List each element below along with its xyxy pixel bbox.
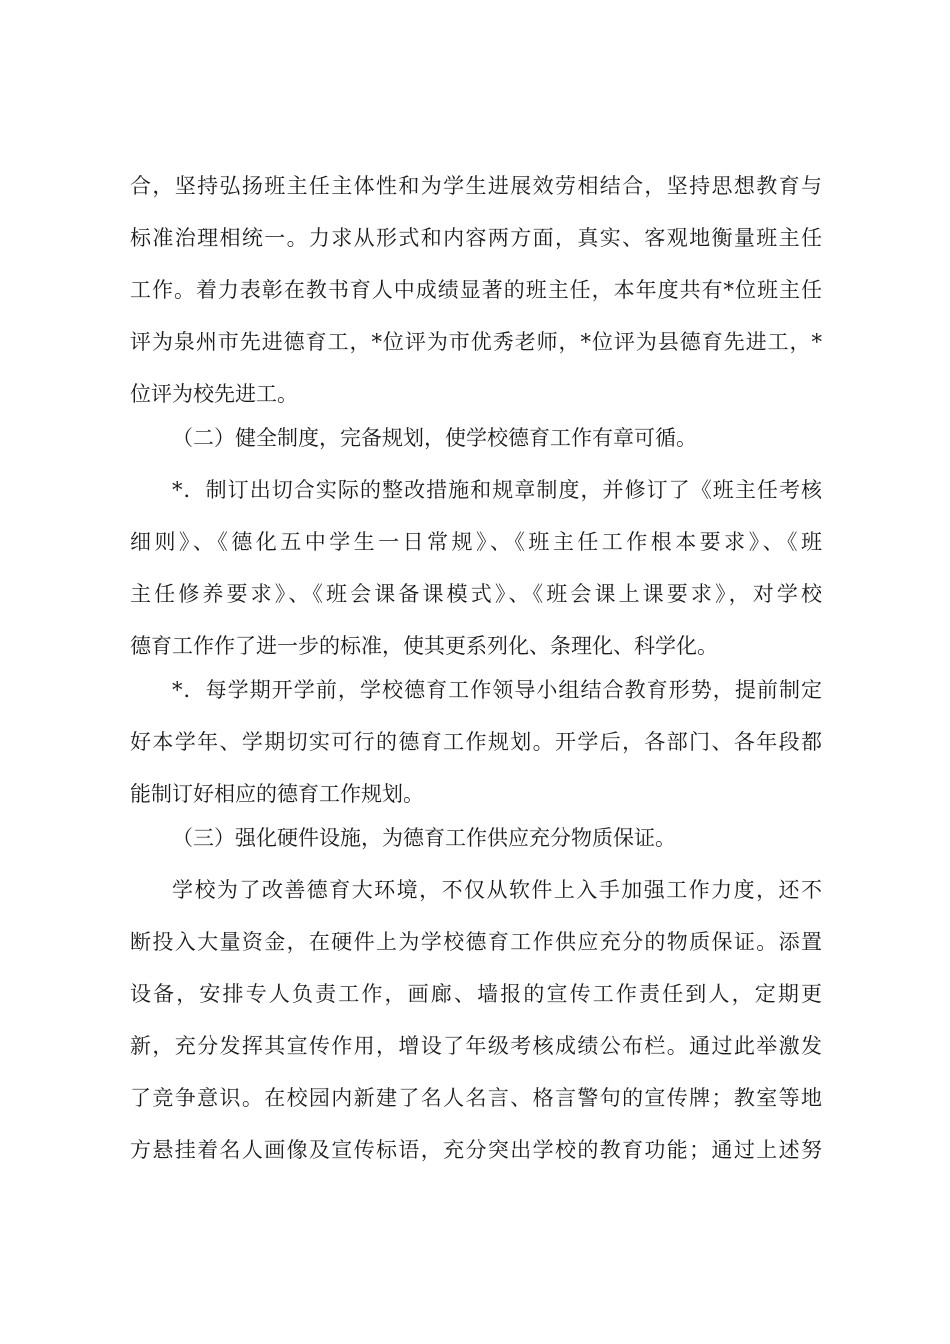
- text-line: *．制订出切合实际的整改措施和规章制度，并修订了《班主任考核: [172, 478, 822, 502]
- text-line: 了竞争意识。在校园内新建了名人名言、格言警句的宣传牌；教室等地: [130, 1086, 822, 1110]
- text-line: 能制订好相应的德育工作规划。: [130, 782, 424, 806]
- text-line: 评为泉州市先进德育工，*位评为市优秀老师，*位评为县德育先进工，*: [130, 330, 822, 354]
- text-line: 方悬挂着名人画像及宣传标语，充分突出学校的教育功能；通过上述努: [130, 1138, 822, 1162]
- text-line: 标准治理相统一。力求从形式和内容两方面，真实、客观地衡量班主任: [130, 226, 822, 250]
- text-line: 断投入大量资金，在硬件上为学校德育工作供应充分的物质保证。添置: [130, 930, 822, 954]
- text-line: 细则》、《德化五中学生一日常规》、《班主任工作根本要求》、《班: [130, 530, 822, 554]
- text-line: 主任修养要求》、《班会课备课模式》、《班会课上课要求》，对学校: [130, 582, 822, 606]
- section-heading: （二）健全制度，完备规划，使学校德育工作有章可循。: [172, 426, 697, 450]
- text-line: 德育工作作了进一步的标准，使其更系列化、条理化、科学化。: [130, 634, 718, 658]
- text-line: 合，坚持弘扬班主任主体性和为学生进展效劳相结合，坚持思想教育与: [130, 174, 822, 198]
- text-line: 工作。着力表彰在教书育人中成绩显著的班主任，本年度共有*位班主任: [130, 278, 822, 302]
- text-line: *．每学期开学前，学校德育工作领导小组结合教育形势，提前制定: [172, 678, 822, 702]
- section-heading: （三）强化硬件设施，为德育工作供应充分物质保证。: [172, 826, 676, 850]
- text-line: 设备，安排专人负责工作，画廊、墙报的宣传工作责任到人，定期更: [130, 982, 822, 1006]
- text-line: 学校为了改善德育大环境，不仅从软件上入手加强工作力度，还不: [172, 878, 822, 902]
- text-line: 新，充分发挥其宣传作用，增设了年级考核成绩公布栏。通过此举激发: [130, 1034, 822, 1058]
- text-line: 位评为校先进工。: [130, 382, 298, 406]
- text-line: 好本学年、学期切实可行的德育工作规划。开学后，各部门、各年段都: [130, 730, 822, 754]
